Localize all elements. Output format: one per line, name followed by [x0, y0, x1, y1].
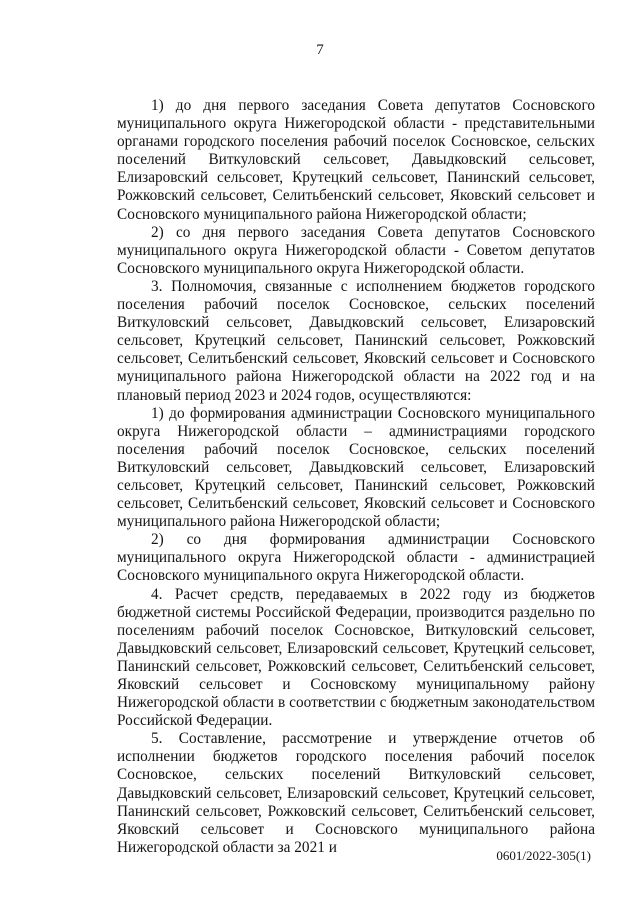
paragraph-3-1: 1) до формирования администрации Сосновского муниципального округа Нижегородской области – администрациями городского поселения рабочий поселок Сосновское, сельских поселений Виткуловский сельсовет, Давыдковский сельсовет, Елизаровский сельсовет, Крутецкий сельсовет, Панинский сельсовет, Рожковский сельсовет, Селитьбенский сельсовет, Яковский сельсовет и Сосновского муниципального района Нижегородской области;	[117, 404, 595, 531]
paragraph-4: 4. Расчет средств, передаваемых в 2022 году из бюджетов бюджетной системы Российской Федерации, производится раздельно по поселениям рабочий поселок Сосновское, Виткуловский сельсовет, Давыдковский сельсовет, Елизаровский сельсовет, Крутецкий сельсовет, Панинский сельсовет, Рожковский сельсовет, Селитьбенский сельсовет, Яковский сельсовет и Сосновскому муниципальному району Нижегородской области в соответствии с бюджетным законодательством Российской Федерации.	[117, 585, 595, 730]
paragraph-5: 5. Составление, рассмотрение и утверждение отчетов об исполнении бюджетов городского поселения рабочий поселок Сосновское, сельских поселений Виткуловский сельсовет, Давыдковский сельсовет, Елизаровский сельсовет, Крутецкий сельсовет, Панинский сельсовет, Рожковский сельсовет, Селитьбенский сельсовет, Яковский сельсовет и Сосновского муниципального района Нижегородской области за 2021 и	[117, 730, 595, 856]
paragraph-3: 3. Полномочия, связанные с исполнением бюджетов городского поселения рабочий поселок Сосновское, сельских поселений Виткуловский сельсовет, Давыдковский сельсовет, Елизаровский сельсовет, Крутецкий сельсовет, Панинский сельсовет, Рожковский сельсовет, Селитьбенский сельсовет, Яковский сельсовет и Сосновского муниципального района Нижегородской области на 2022 год и на плановый период 2023 и 2024 годов, осуществляются:	[117, 277, 595, 404]
document-body	[117, 97, 595, 857]
paragraph-1-1: 1) до дня первого заседания Совета депутатов Сосновского муниципального округа Нижегородской области - представительными органами городского поселения рабочий поселок Сосновское, сельских поселений Виткуловский сельсовет, Давыдковский сельсовет, Елизаровский сельсовет, Крутецкий сельсовет, Панинский сельсовет, Рожковский сельсовет, Селитьбенский сельсовет, Яковский сельсовет и Сосновского муниципального района Нижегородской области;	[117, 97, 595, 223]
document-code: 0601/2022-305(1)	[496, 848, 591, 863]
paragraph-3-2: 2) со дня формирования администрации Сосновского муниципального округа Нижегородской области - администрацией Сосновского муниципального округа Нижегородской области.	[117, 531, 595, 585]
paragraph-1-2: 2) со дня первого заседания Совета депутатов Сосновского муниципального округа Нижегородской области - Советом депутатов Сосновского муниципального округа Нижегородской области.	[117, 223, 595, 277]
page-number: 7	[316, 42, 324, 58]
